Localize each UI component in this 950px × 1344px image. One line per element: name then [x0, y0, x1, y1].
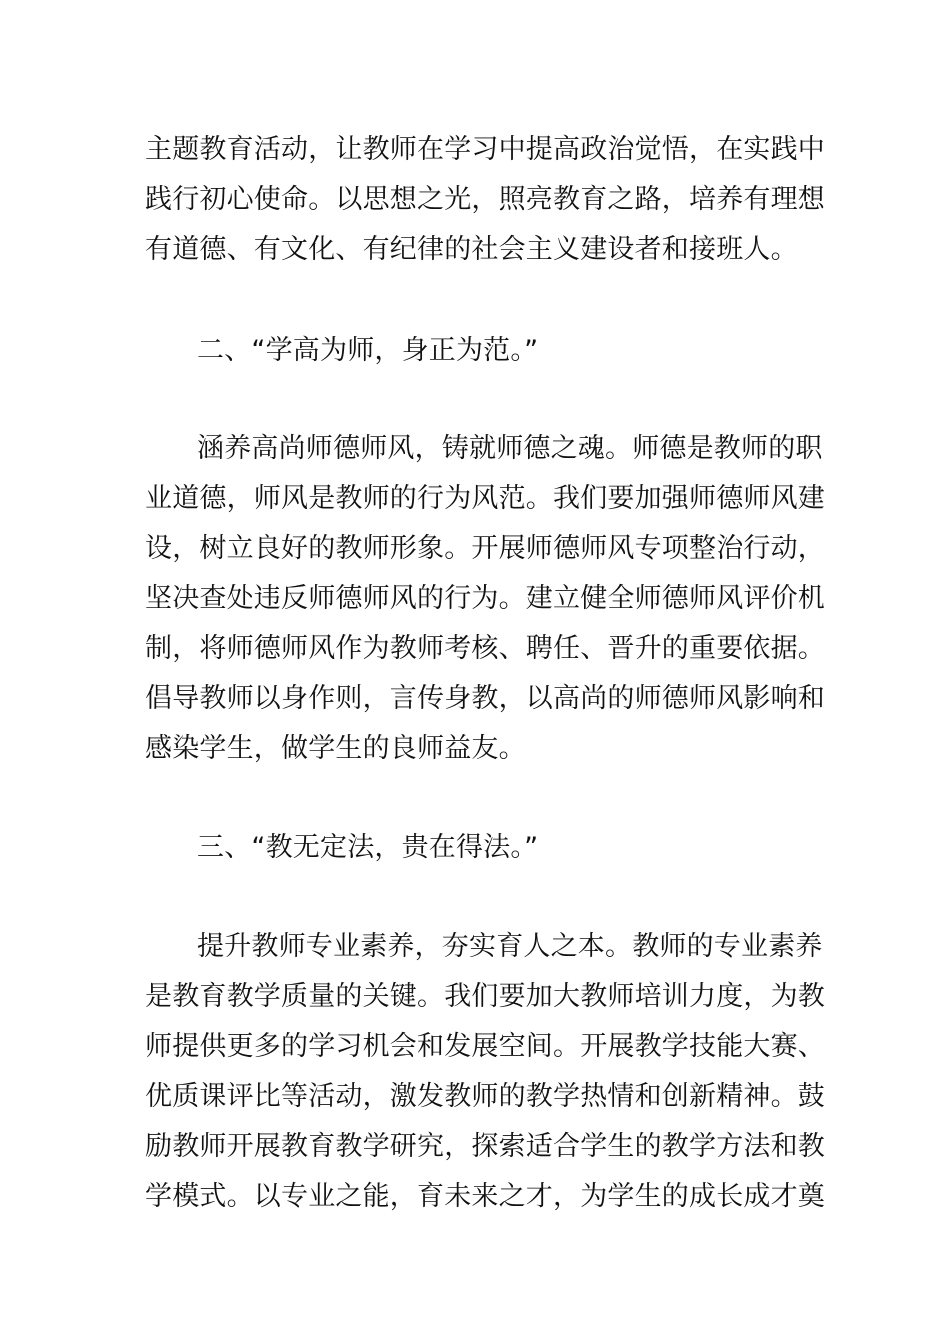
paragraph-2-line-7: 感染学生，做学生的良师益友。 — [145, 733, 526, 764]
paragraph-3-line-4: 优质课评比等活动，激发教师的教学热情和创新精神。鼓 — [145, 1081, 825, 1112]
paragraph-1-line-3: 有道德、有文化、有纪律的社会主义建设者和接班人。 — [145, 234, 798, 265]
paragraph-3-line-3: 师提供更多的学习机会和发展空间。开展教学技能大赛、 — [145, 1031, 825, 1062]
paragraph-2-line-1: 涵养高尚师德师风，铸就师德之魂。师德是教师的职 — [197, 433, 823, 464]
paragraph-2-line-3: 设，树立良好的教师形象。开展师德师风专项整治行动， — [145, 533, 825, 564]
paragraph-2-line-4: 坚决查处违反师德师风的行为。建立健全师德师风评价机 — [145, 583, 825, 614]
paragraph-2-line-5: 制，将师德师风作为教师考核、聘任、晋升的重要依据。 — [145, 633, 825, 664]
paragraph-3-line-2: 是教育教学质量的关键。我们要加大教师培训力度，为教 — [145, 981, 825, 1012]
paragraph-1-line-1: 主题教育活动，让教师在学习中提高政治觉悟，在实践中 — [145, 134, 825, 165]
paragraph-1-line-2: 践行初心使命。以思想之光，照亮教育之路，培养有理想 — [145, 184, 825, 215]
paragraph-2-line-6: 倡导教师以身作则，言传身教，以高尚的师德师风影响和 — [145, 683, 825, 714]
section-heading-2: 二、“学高为师，身正为范。” — [197, 335, 539, 366]
paragraph-3-line-5: 励教师开展教育教学研究，探索适合学生的教学方法和教 — [145, 1131, 825, 1162]
paragraph-3-line-6: 学模式。以专业之能，育未来之才，为学生的成长成才奠 — [145, 1181, 825, 1212]
paragraph-2-line-2: 业道德，师风是教师的行为风范。我们要加强师德师风建 — [145, 483, 825, 514]
paragraph-3-line-1: 提升教师专业素养，夯实育人之本。教师的专业素养 — [197, 931, 823, 962]
section-heading-3: 三、“教无定法，贵在得法。” — [197, 832, 539, 863]
